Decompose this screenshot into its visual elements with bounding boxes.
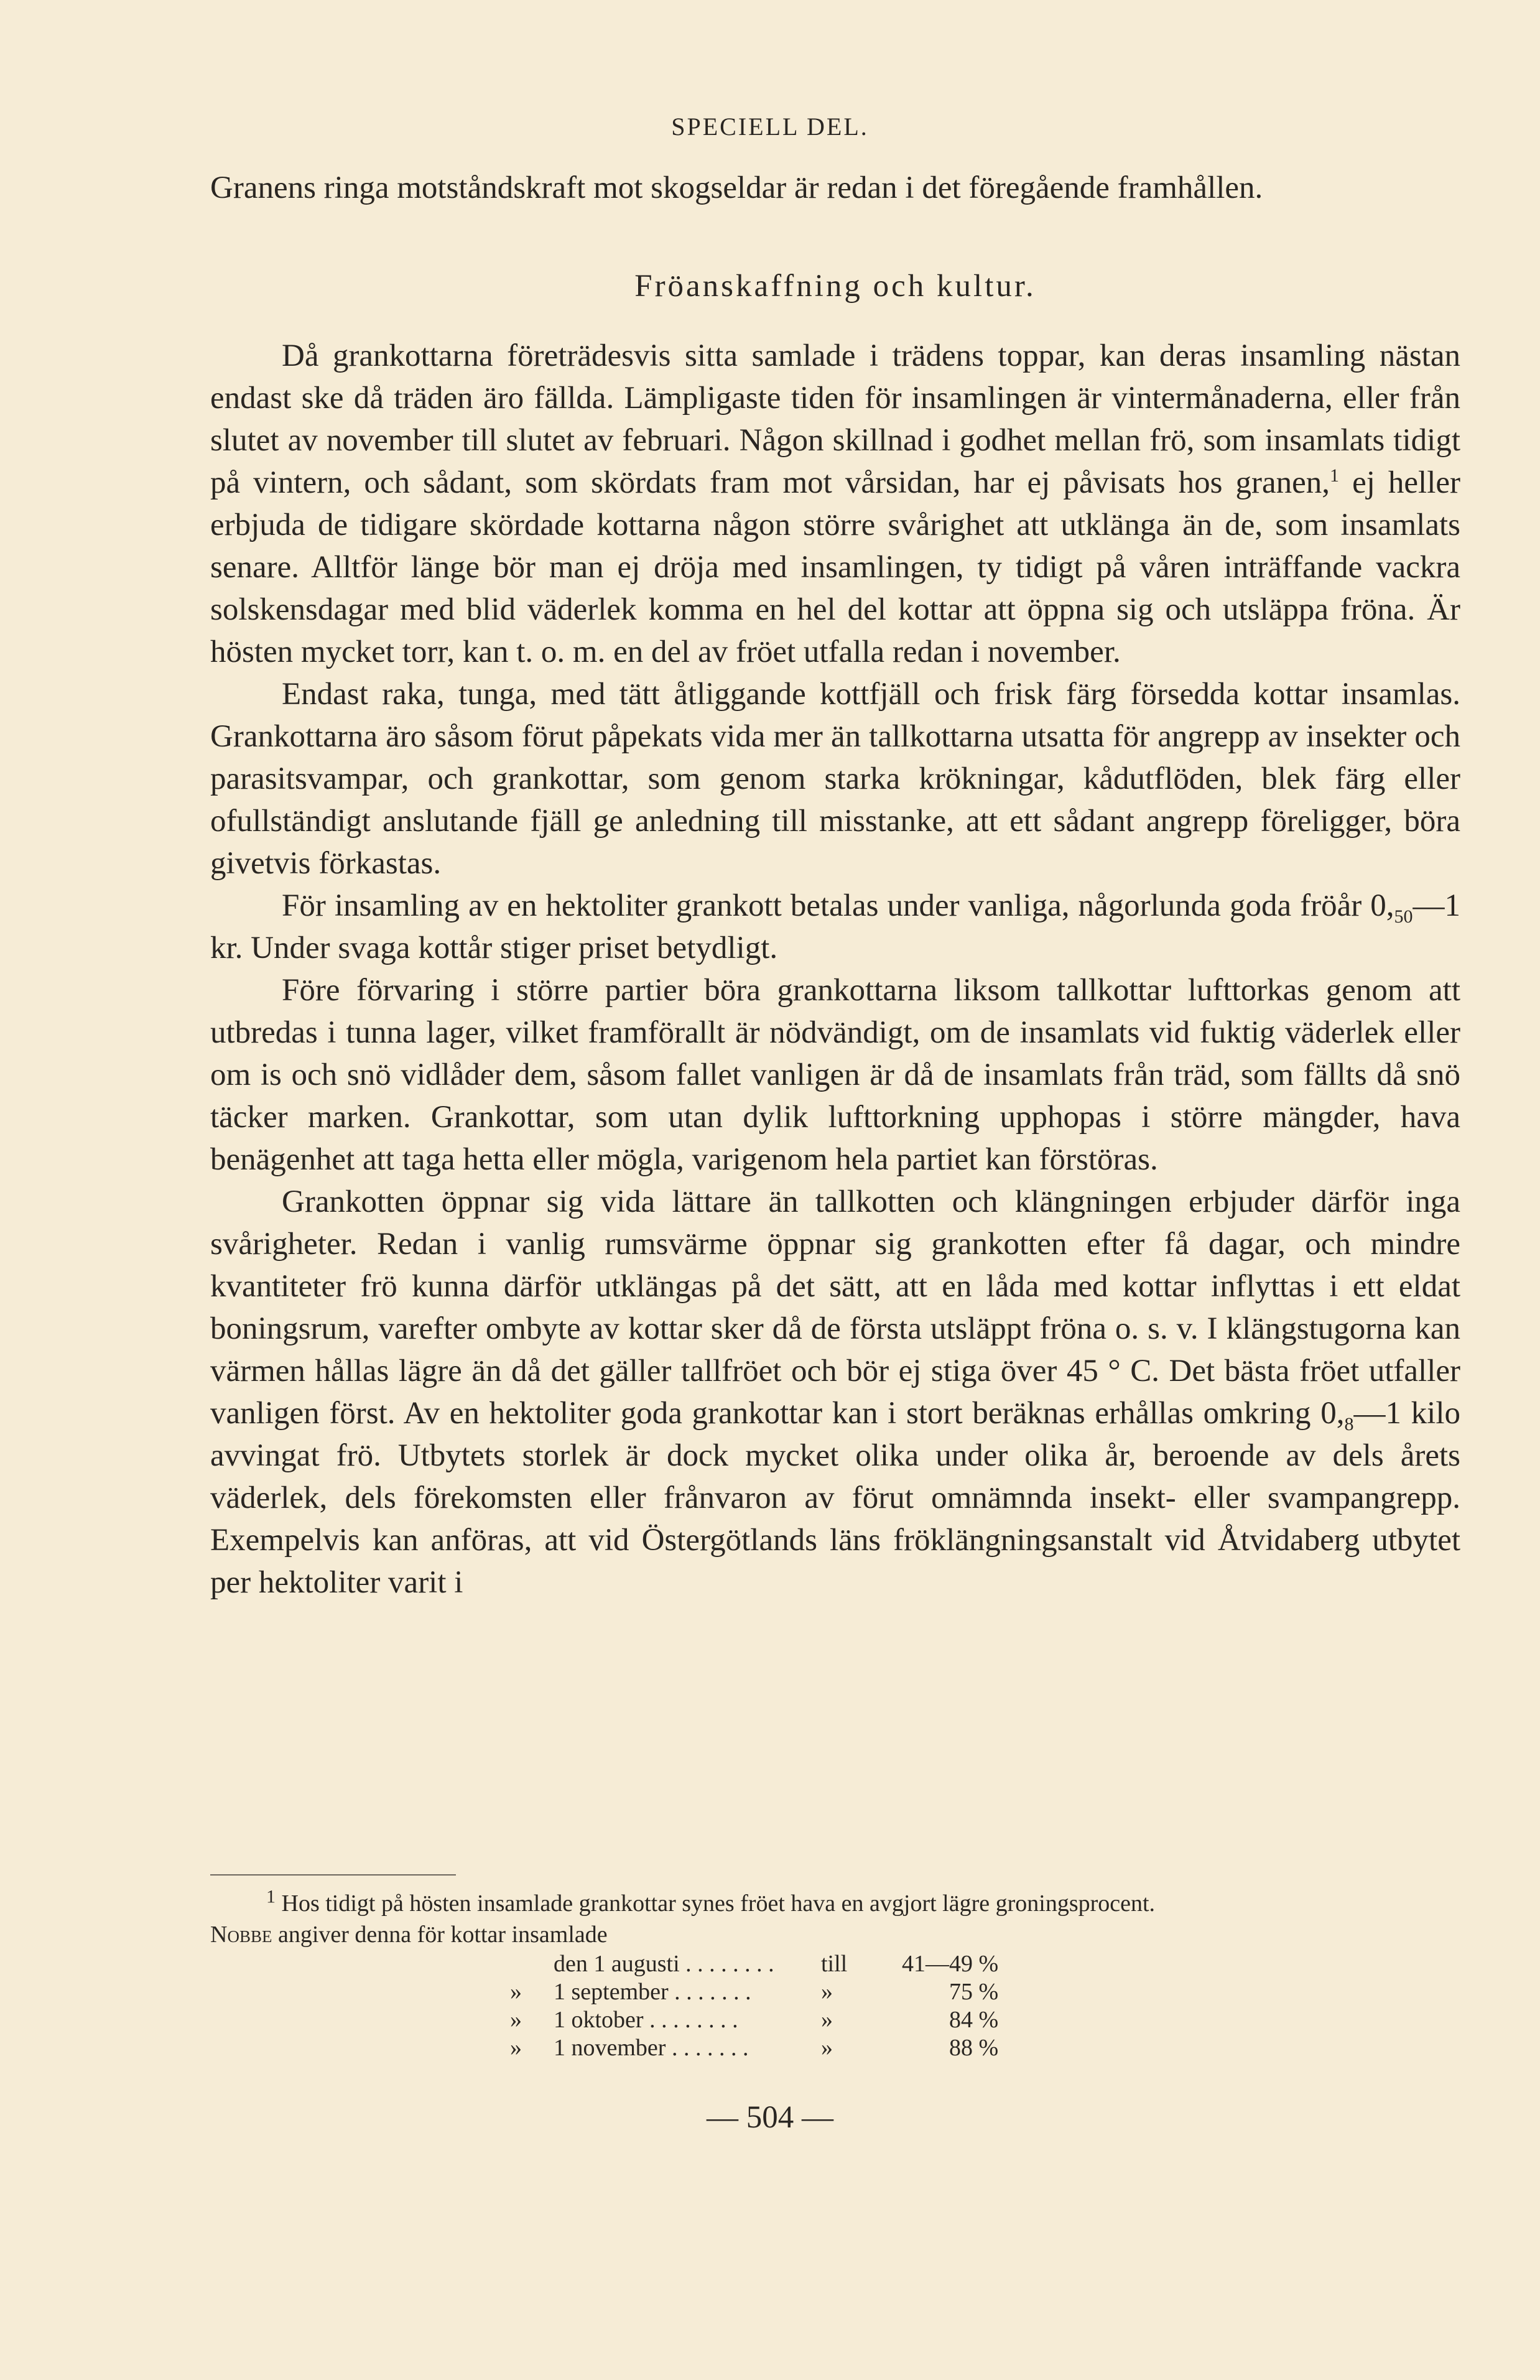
paragraph-3-subscript: 50 [1394, 906, 1413, 927]
row-label: den 1 augusti . . . . . . . . [554, 1951, 774, 1977]
row-till: » [821, 2007, 833, 2033]
paragraph-3-text-a: För insamling av en hektoliter grankott betalas under vanliga, någorlunda goda fröår 0, [282, 888, 1394, 923]
ditto-mark: » [510, 1979, 522, 2005]
paragraph-4: Före förvaring i större partier böra grankottarna liksom tallkottar lufttorkas genom att utbredas i tunna lager, vilket framförallt är nödvändigt, om de insamlats vid fuktig väderlek eller om is och snö vidlåder dem, såsom fallet vanligen är då de insamlats från träd, som fällts då snö täcker marken. Grankottar, som utan dylik lufttorkning upphopas i större mängder, hava benägenhet att taga hetta eller mögla, varigenom hela partiet kan förstöras. [210, 973, 1460, 1177]
row-label: 1 september . . . . . . . [554, 1979, 751, 2005]
row-till: » [821, 1979, 833, 2005]
row-label: 1 november . . . . . . . [554, 2035, 749, 2061]
footnote-table-row [510, 2034, 998, 2062]
footnote-author: Nobbe [210, 1922, 272, 1948]
footnote-divider [210, 1874, 456, 1876]
row-value: 75 % [949, 1979, 999, 2005]
ditto-mark [510, 1950, 554, 1978]
intro-paragraph: Granens ringa motståndskraft mot skogseldar är redan i det föregående framhållen. [210, 170, 1263, 205]
row-value: 41—49 % [902, 1951, 999, 1977]
page-number: — 504 — [707, 2100, 833, 2135]
paragraph-1-text-a: Då grankottarna företrädesvis sitta samlade i trädens toppar, kan deras insamling nästan endast ske då träden äro fällda. Lämpligaste tiden för insamlingen är vintermånaderna, eller från slutet av november till slutet av februari. Någon skillnad i godhet mellan frö, som insamlats tidigt på vintern, och sådant, som skördats fram mot vårsidan, har ej påvisats hos granen, [210, 338, 1460, 500]
running-head: SPECIELL DEL. [671, 113, 869, 141]
footnote-mark: 1 [266, 1886, 276, 1907]
paragraph-1 [210, 335, 1460, 673]
footnote [210, 1888, 1460, 1950]
section-heading: Fröanskaffning och kultur. [634, 269, 1036, 304]
footnote-sentence: Hos tidigt på hösten insamlade grankottar synes fröet hava en avgjort lägre groningsprocent. [276, 1890, 1156, 1917]
footnote-reference: 1 [1330, 465, 1340, 486]
row-value: 84 % [949, 2007, 999, 2033]
row-label: 1 oktober . . . . . . . . [554, 2007, 738, 2033]
footnote-continuation [210, 1919, 1460, 1950]
footnote-table [510, 1950, 998, 2062]
footnote-text [210, 1888, 1460, 1919]
paragraph-2: Endast raka, tunga, med tätt åtliggande kottfjäll och frisk färg försedda kottar insamlas. Grankottarna äro såsom förut påpekats vida mer än tallkottarna utsatta för angrepp av insekter och parasitsvampar, och grankottar, som genom starka krökningar, kådutflöden, blek färg eller ofullständigt anslutande fjäll ge anledning till misstanke, att ett sådant angrepp föreligger, böra givetvis förkastas. [210, 677, 1460, 881]
row-value: 88 % [949, 2035, 999, 2061]
paragraph-5-text-a: Grankotten öppnar sig vida lättare än tallkotten och klängningen erbjuder därför inga svårigheter. Redan i vanlig rumsvärme öppnar sig grankotten efter få dagar, och mindre kvantiteter frö kunna därför utklängas på det sätt, att en låda med kottar inflyttas i ett eldat boningsrum, varefter ombyte av kottar sker då de första utsläppt fröna o. s. v. I klängstugorna kan värmen hållas lägre än då det gäller tallfröet och bör ej stiga över 45 ° C. Det bästa fröet utfaller vanligen först. Av en hektoliter goda grankottar kan i stort beräknas erhållas omkring 0, [210, 1184, 1460, 1431]
ditto-mark: » [510, 2035, 522, 2061]
body-text [210, 167, 1460, 1604]
footnote-table-row [510, 1978, 998, 2006]
row-till: till [821, 1951, 848, 1977]
paragraph-5-subscript: 8 [1344, 1414, 1354, 1435]
ditto-mark: » [510, 2007, 522, 2033]
paragraph-3 [210, 885, 1460, 969]
footnote-table-row [510, 2006, 998, 2034]
paragraph-1-text-b: ej heller erbjuda de tidigare skördade kottarna någon större svårighet att utklänga än de, som insamlats senare. Alltför länge bör man ej dröja med insamlingen, ty tidigt på våren inträffande vackra solskensdagar med blid väderlek komma en hel del kottar att öppna sig och utsläppa fröna. Är hösten mycket torr, kan t. o. m. en del av fröet utfalla redan i november. [210, 465, 1460, 669]
row-till: » [821, 2035, 833, 2061]
footnote-sentence-2: angiver denna för kottar insamlade [272, 1922, 608, 1948]
paragraph-5 [210, 1181, 1460, 1604]
paragraph-5-text-b: —1 kilo avvingat frö. Utbytets storlek är dock mycket olika under olika år, beroende av dels årets väderlek, dels förekomsten eller frånvaron av förut omnämnda insekt- eller svampangrepp. Exempelvis kan anföras, att vid Östergötlands läns fröklängningsanstalt vid Åtvidaberg utbytet per hektoliter varit i [210, 1396, 1461, 1600]
footnote-table-row [510, 1950, 998, 1978]
paragraph-3-text-b: —1 kr. Under svaga kottår stiger priset betydligt. [210, 888, 1460, 965]
